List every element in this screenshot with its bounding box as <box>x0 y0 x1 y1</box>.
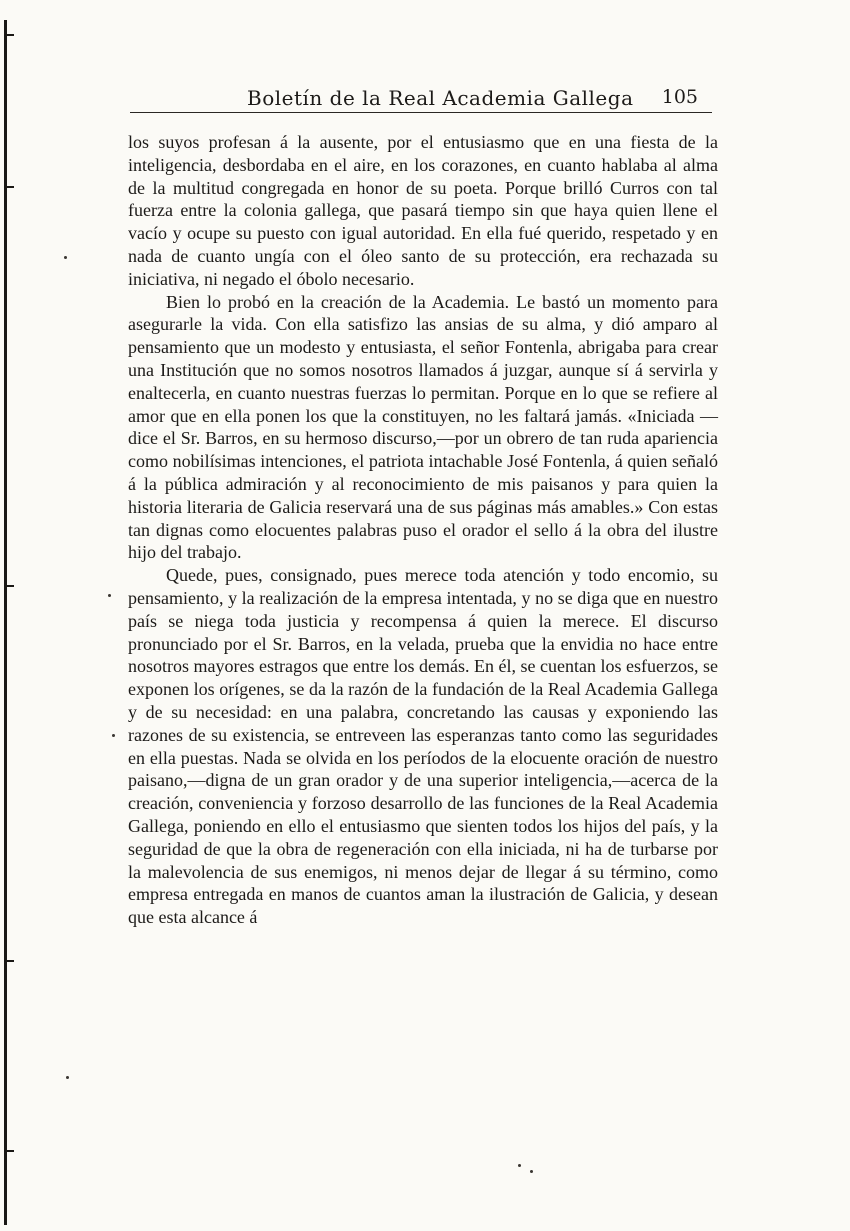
paragraph-2: Bien lo probó en la creación de la Academia. Le bastó un momento para asegurarle la vida. Con ella satisfizo las ansias de su alma, y dió amparo al pensamiento que un modesto y entusiasta, el señor Fontenla, abrigaba para crear una Institución que no somos nosotros llamados á juzgar, aunque sí á servirla y enaltecerla, en cuanto nuestras fuerzas lo permitan. Porque en lo que se refiere al amor que en ella ponen los que la constituyen, no les faltará jamás. «Iniciada —dice el Sr. Barros, en su hermoso discurso,—por un obrero de tan ruda apariencia como nobilísimas intenciones, el patriota intachable José Fontenla, á quien señaló á la pública admiración y al reconocimiento de mis paisanos y para quien la historia literaria de Galicia reservará una de sus páginas más amables.» Con estas tan dignas como elocuentes palabras puso el orador el sello á la obra del ilustre hijo del trabajo. <box>128 291 718 563</box>
binding-tick <box>4 1150 14 1152</box>
page-speck <box>108 594 111 597</box>
page-speck <box>518 1164 521 1167</box>
body-text <box>128 131 718 929</box>
page-speck <box>66 1076 69 1079</box>
page-number: 105 <box>661 86 698 108</box>
running-title: Boletín de la Real Academia Gallega <box>247 86 634 110</box>
page-binding-edge <box>0 0 22 1231</box>
binding-tick <box>4 186 14 188</box>
page-speck <box>64 256 67 259</box>
page-speck <box>530 1170 533 1173</box>
binding-tick <box>4 960 14 962</box>
binding-rule <box>4 20 7 1225</box>
binding-tick <box>4 34 14 36</box>
binding-tick <box>4 585 14 587</box>
page-speck <box>112 734 115 737</box>
paragraph-1: los suyos profesan á la ausente, por el entusiasmo que en una fiesta de la inteligencia, desbordaba en el aire, en los corazones, en cuanto hablaba al alma de la multitud congregada en honor de su poeta. Porque brilló Curros con tal fuerza entre la colonia gallega, que pasará tiempo sin que haya quien llene el vacío y ocupe su puesto con igual autoridad. En ella fué querido, respetado y en nada de cuanto ungía con el óleo santo de su protección, era rechazada su iniciativa, ni negado el óbolo necesario. <box>128 132 718 289</box>
paragraph-3: Quede, pues, consignado, pues merece toda atención y todo encomio, su pensamiento, y la realización de la empresa intentada, y no se diga que en nuestro país se niega toda justicia y recompensa á quien la merece. El discurso pronunciado por el Sr. Barros, en la velada, prueba que la envidia no hace entre nosotros mayores estragos que entre los demás. En él, se cuentan los esfuerzos, se exponen los orígenes, se da la razón de la fundación de la Real Academia Gallega y de su necesidad: en una palabra, concretando las causas y exponiendo las razones de su existencia, se entreveen las esperanzas tanto como las seguridades en ella puestas. Nada se olvida en los períodos de la elocuente oración de nuestro paisano,—digna de un gran orador y de una superior inteligencia,—acerca de la creación, conveniencia y forzoso desarrollo de las funciones de la Real Academia Gallega, poniendo en ello el entusiasmo que sienten todos los hijos del país, y la seguridad de que la obra de regeneración con ella iniciada, ni ha de turbarse por la malevolencia de sus enemigos, ni menos dejar de llegar á su término, como empresa entregada en manos de cuantos aman la ilustración de Galicia, y desean que esta alcance á <box>128 565 718 928</box>
page-header <box>130 80 712 113</box>
